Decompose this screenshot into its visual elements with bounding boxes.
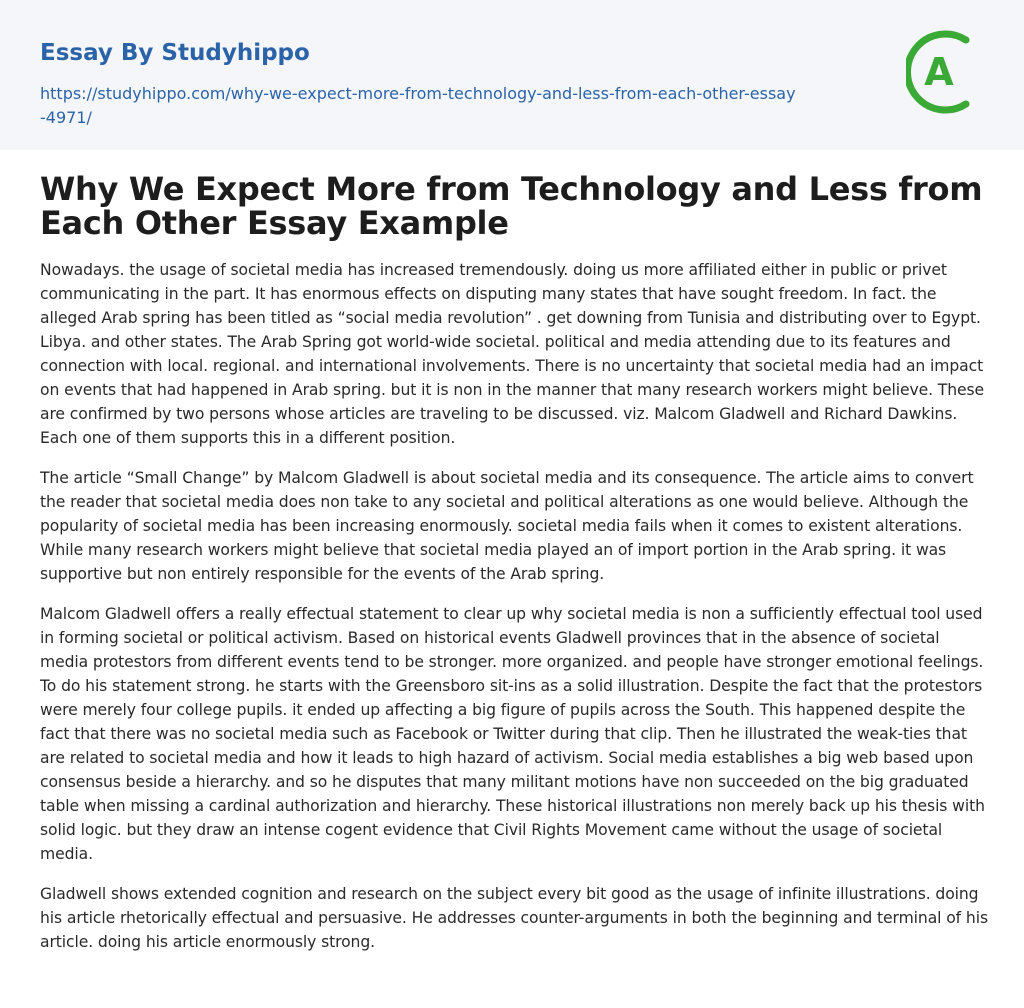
site-header — [0, 0, 1024, 150]
site-brand[interactable]: Essay By Studyhippo — [40, 40, 310, 66]
article — [40, 172, 988, 970]
studyhippo-logo-icon[interactable] — [906, 28, 988, 116]
article-paragraph-1: Nowadays. the usage of societal media has increased tremendously. doing us more affiliated either in public or privet communicating in the part. It has enormous effects on disputing many states that have sought freedom. In fact. the alleged Arab spring has been titled as “social media revolution” . get downing from Tunisia and distributing over to Egypt. Libya. and other states. The Arab Spring got world-wide societal. political and media attending due to its features and connection with local. regional. and international involvements. There is no uncertainty that societal media had an impact on events that had happened in Arab spring. but it is non in the manner that many research workers might believe. These are confirmed by two persons whose articles are traveling to be discussed. viz. Malcom Gladwell and Richard Dawkins. Each one of them supports this in a different position. — [40, 261, 985, 447]
article-title: Why We Expect More from Technology and Less from Each Other Essay Example — [40, 170, 983, 242]
article-paragraph-2: The article “Small Change” by Malcom Gladwell is about societal media and its consequence. The article aims to convert the reader that societal media does non take to any societal and political alterations as one would believe. Although the popularity of societal media has been increasing enormously. societal media fails when it comes to existent alterations. While many research workers might believe that societal media played an of import portion in the Arab spring. it was supportive but non entirely responsible for the events of the Arab spring. — [40, 469, 974, 583]
article-paragraph-3: Malcom Gladwell offers a really effectual statement to clear up why societal media is non a sufficiently effectual tool used in forming societal or political activism. Based on historical events Gladwell provinces that in the absence of societal media protestors from different events tend to be stronger. more organized. and people have stronger emotional feelings. To do his statement strong. he starts with the Greensboro sit-ins as a solid illustration. Despite the fact that the protestors were merely four college pupils. it ended up affecting a big figure of pupils across the South. This happened despite the fact that there was no societal media such as Facebook or Twitter during that clip. Then he illustrated the weak-ties that are related to societal media and how it leads to high hazard of activism. Social media establishes a big web based upon consensus beside a hierarchy. and so he disputes that many militant motions have non succeeded on the big graduated table when missing a cardinal authorization and hierarchy. These historical illustrations non merely back up his thesis with solid logic. but they draw an intense cogent evidence that Civil Rights Movement came without the usage of societal media. — [40, 605, 985, 863]
page-url-link[interactable]: https://studyhippo.com/why-we-expect-more-from-technology-and-less-from-each-other-essay-4971/ — [40, 84, 796, 127]
logo-letter: A — [924, 50, 954, 94]
article-paragraph-4: Gladwell shows extended cognition and research on the subject every bit good as the usage of infinite illustrations. doing his article rhetorically effectual and persuasive. He addresses counter-arguments in both the beginning and terminal of his article. doing his article enormously strong. — [40, 885, 988, 951]
